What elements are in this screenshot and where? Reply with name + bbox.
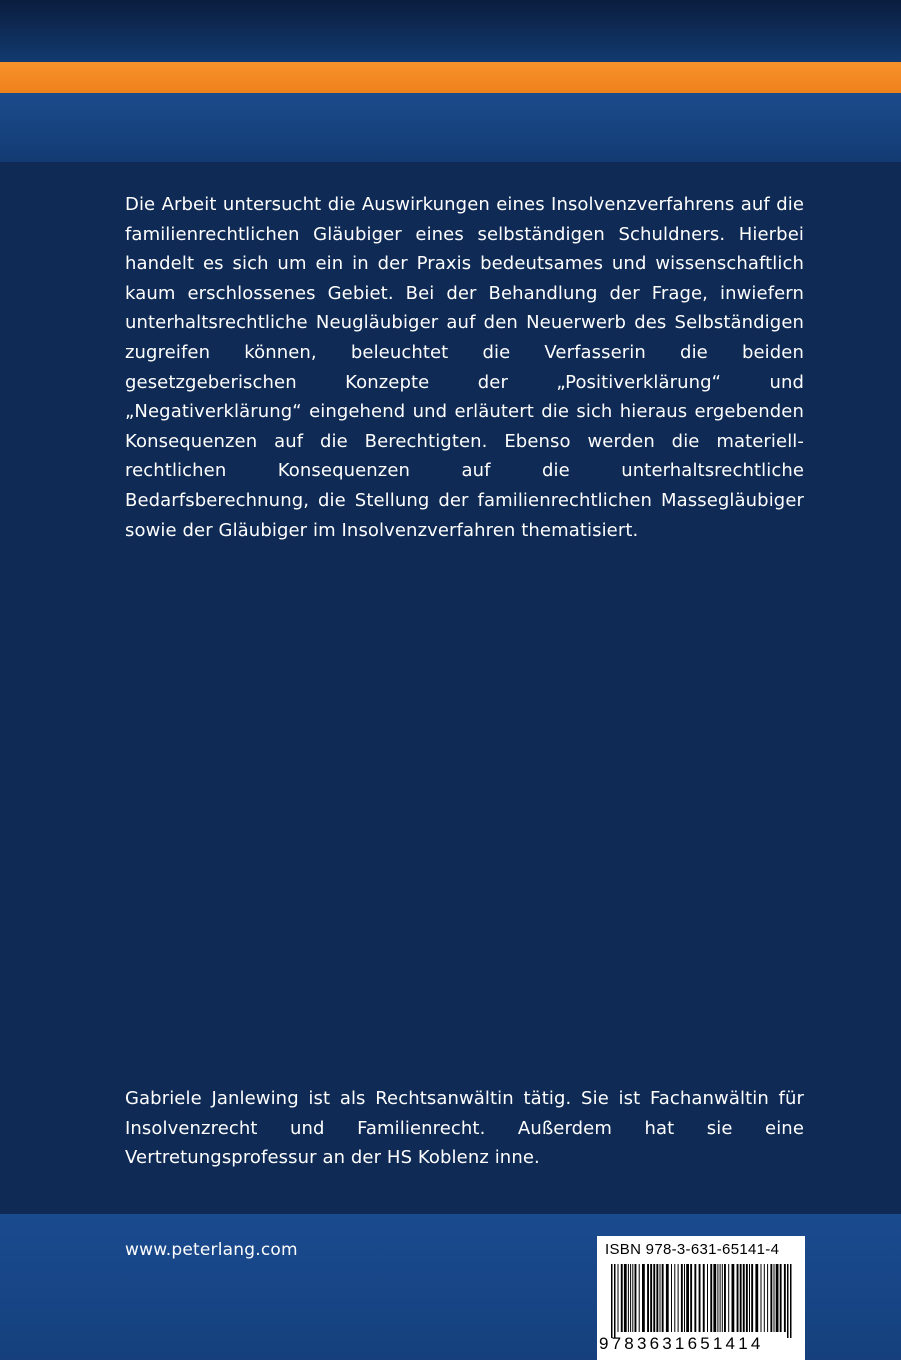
barcode-bar [774,1264,775,1332]
barcode-bar [699,1264,701,1332]
barcode-bar [724,1264,726,1332]
book-description: Die Arbeit untersucht die Auswirkungen eines Insolvenzverfahrens auf die familienrechtlichen Gläubiger eines selbständigen Schuldners. Hierbei handelt es sich um ein in der Praxis bedeutsames und wissenschaftlich kaum erschlossenes Gebiet. Bei der Behandlung der Frage, inwiefern unterhaltsrechtliche Neugläubiger auf den Neuerwerb des Selbständigen zugreifen können, beleuchtet die Verfasserin die beiden gesetzgeberischen Konzepte der „Positiverklärung“ und „Negativerklärung“ eingehend und erläutert die sich hieraus ergebenden Konsequenzen auf die Berechtigten. Ebenso werden die materiell-rechtlichen Konsequenzen auf die unterhaltsrechtliche Bedarfsberechnung, die Stellung der familienrechtlichen Massegläubiger sowie der Gläubiger im Insolvenzverfahren thematisiert. [125,194,804,541]
barcode-bar [639,1264,640,1332]
barcode-bar [650,1264,652,1332]
barcode-digits: 9783631651414 [599,1334,764,1353]
barcode-bar [776,1264,779,1332]
barcode-bar [684,1264,685,1332]
barcode-bar [780,1264,782,1332]
barcode-bar [653,1264,655,1332]
barcode-bar [681,1264,683,1332]
barcode-bar [703,1264,705,1332]
barcode-bar [632,1264,633,1332]
barcode-bar [767,1264,768,1332]
author-bio: Gabriele Janlewing ist als Rechtsanwältin tätig. Sie ist Fachanwältin für Insolvenzrecht und Familienrecht. Außerdem hat sie eine Vertretungsprofessur an der HS Koblenz inne. [125,1088,804,1169]
barcode-bar [728,1264,729,1332]
publisher-website[interactable]: www.peterlang.com [125,1240,298,1260]
barcode-bar [717,1264,718,1332]
barcode-bar [722,1264,723,1332]
barcode-bar [630,1264,631,1332]
barcode-bar [656,1264,658,1332]
barcode-bar [674,1264,675,1332]
barcode-bar [732,1264,735,1332]
barcode-bar [614,1264,616,1338]
barcode-bar [624,1264,627,1332]
barcode-bar [764,1264,765,1332]
barcode-bar [642,1264,645,1332]
barcode-bar [713,1264,716,1332]
barcode-bar [770,1264,772,1332]
blue-header-band [0,93,901,162]
top-dark-band [0,0,901,62]
barcode-bar [740,1264,742,1332]
barcode-bar [621,1264,623,1332]
barcode-bar [635,1264,637,1332]
barcode-bar [618,1264,619,1332]
barcode-bar [737,1264,739,1332]
barcode-bar [694,1264,696,1332]
barcode-bar [666,1264,669,1332]
barcode-bar [690,1264,692,1332]
isbn-label: ISBN 978-3-631-65141-4 [605,1241,780,1258]
barcode-bar [790,1264,792,1338]
barcode-bar [720,1264,721,1332]
barcode-bar [647,1264,649,1332]
barcode-bar [746,1264,748,1332]
barcode-box [597,1236,805,1360]
barcode-bar [671,1264,672,1332]
barcode-bar [707,1264,708,1332]
barcode-bar [755,1264,758,1332]
barcode-bar [686,1264,689,1332]
barcode-bar [660,1264,661,1332]
barcode-bar [662,1264,664,1332]
barcode-bar [749,1264,750,1332]
barcode-bar [743,1264,745,1332]
barcode-bar [678,1264,679,1332]
barcode-bar [751,1264,753,1332]
barcode-bar [710,1264,712,1332]
barcode-bar [628,1264,629,1332]
barcode-bar [761,1264,762,1332]
barcode-bar [611,1264,613,1338]
barcode-bar [784,1264,786,1332]
barcode-bar [787,1264,789,1338]
orange-accent-bar [0,62,901,93]
